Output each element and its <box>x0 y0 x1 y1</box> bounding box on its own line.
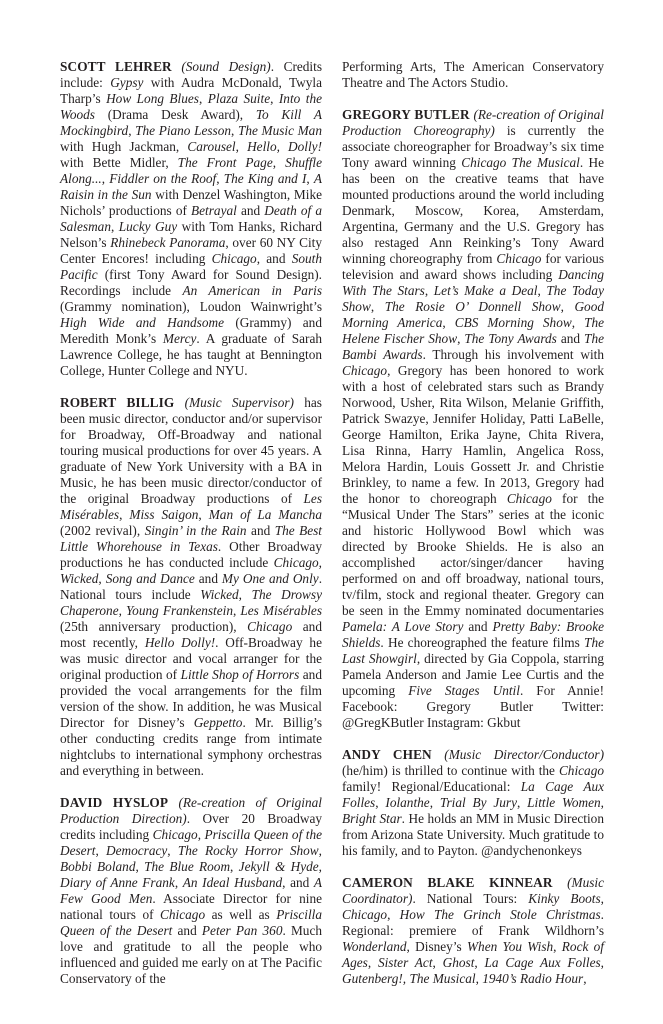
italic-title: (Music Coordinator) <box>342 875 604 906</box>
bio-text: , <box>318 555 322 570</box>
italic-title: (Music Supervisor) <box>184 395 294 410</box>
bio-text: , <box>600 955 604 970</box>
bio-paragraph <box>342 107 604 731</box>
bio-text: . Through his involvement with <box>422 347 604 362</box>
bio-text: , <box>370 299 385 314</box>
bio-text <box>174 395 184 410</box>
italic-title: To Kill A Mockingbird <box>60 107 322 138</box>
italic-title: The Drowsy Chaperone <box>60 587 322 618</box>
italic-title: Diary of Anne Frank <box>60 875 175 890</box>
bio-text: . He has been on the creative teams that have mounted productions around the world including Denmark, Moscow, Korea, Amsterdam, Argentina, Germany and the U.S. Gregory has also restaged Ann Reinking’s Tony Award winning choreography from <box>342 155 604 266</box>
italic-title: An Ideal Husband <box>182 875 283 890</box>
italic-title: Wicked <box>60 571 99 586</box>
italic-title: When You Wish <box>466 939 554 954</box>
bio-text: , and <box>282 875 314 890</box>
bio-text: . National tours include <box>60 571 323 602</box>
bio-text: , <box>118 603 126 618</box>
italic-title: Song and Dance <box>105 571 195 586</box>
bio-text: is currently the associate choreographer for Broadway’s six time Tony award winning <box>342 123 604 170</box>
bio-paragraph <box>60 59 322 379</box>
italic-title: The Music Man <box>237 123 322 138</box>
bio-text: and <box>463 619 493 634</box>
italic-title: The Today Show <box>342 283 604 314</box>
italic-title: High Wide and Handsome <box>60 315 224 330</box>
italic-title: Rhinebeck Panorama <box>110 235 226 250</box>
bio-text: for the “Musical Under The Stars” series at the iconic and historic Hollywood Bowl which was directed by Brooke Shields. He is also an accomplished actor/singer/dancer having performed on and off broadway, national tours, tv/film, stock and regional theater. Gregory can be seen in the Emmy nominated documentaries <box>342 491 604 618</box>
bio-text: , directed by Gia Coppola, starring Pamela Anderson and Jamie Lee Curtis and the upcoming <box>342 651 604 698</box>
italic-title: Bobbi Boland <box>60 859 136 874</box>
italic-title: Wicked <box>200 587 239 602</box>
bio-text: (Grammy) and Meredith Monk’s <box>60 315 322 346</box>
bio-text: , <box>560 299 575 314</box>
bio-text <box>432 747 445 762</box>
right-column <box>342 59 604 1003</box>
bio-text: and provided the vocal arrangements for the film version of the show. In addition, he was Musical Director for Disney’s <box>60 667 322 730</box>
italic-title: CBS Morning Show <box>454 315 572 330</box>
bio-text: , <box>306 171 314 186</box>
italic-title: Dancing With The Stars <box>342 267 604 298</box>
italic-title: Sister Act <box>377 955 433 970</box>
bio-text: , <box>231 123 238 138</box>
bio-text: (2002 revival), <box>60 523 145 538</box>
italic-title: Pamela: A Love Story <box>342 619 464 634</box>
bio-text: , <box>457 331 465 346</box>
italic-title: A Few Good Men <box>60 875 323 906</box>
bio-paragraph <box>342 59 604 91</box>
bio-text: , Disney’s <box>406 939 467 954</box>
bio-name: DAVID HYSLOP <box>60 795 169 810</box>
bio-text: with Tom Hanks, Richard Nelson’s <box>60 219 322 250</box>
bio-text: has been music director, conductor and/or supervisor for Broadway, Off-Broadway and national touring musical productions for over 45 years. A graduate of New York University with a BA in Music, he has been music director/conductor of the original Broadway productions of <box>60 395 322 506</box>
bio-text: , <box>553 939 562 954</box>
bio-text: , <box>432 955 443 970</box>
italic-title: 1940’s Radio Hour <box>482 971 584 986</box>
bio-text: (he/him) is thrilled to continue with the <box>342 763 559 778</box>
bio-text: , <box>600 795 604 810</box>
italic-title: The Bambi Awards <box>342 331 604 362</box>
bio-text: . Associate Director for nine national tours of <box>60 891 323 922</box>
italic-title: Shuffle Along... <box>60 155 322 186</box>
bio-text: , <box>230 859 239 874</box>
italic-title: Priscilla Queen of the Desert <box>60 907 322 938</box>
italic-title: The Rocky Horror Show <box>177 843 319 858</box>
bio-text: , <box>270 91 279 106</box>
left-column <box>60 59 322 1003</box>
bio-text: , <box>571 315 585 330</box>
bio-text: family! Regional/Educational: <box>342 779 521 794</box>
italic-title: (Sound Design) <box>181 59 271 74</box>
italic-title: Chicago <box>152 827 198 842</box>
italic-title: Kinky Boots <box>528 891 601 906</box>
bio-text: , <box>135 859 145 874</box>
bio-text: and most recently, <box>60 619 322 650</box>
italic-title: Man of La Mancha <box>208 507 322 522</box>
bio-text: and <box>194 571 222 586</box>
italic-title: Chicago <box>160 907 206 922</box>
italic-title: Singin’ in the Rain <box>144 523 247 538</box>
bio-text: , <box>475 971 483 986</box>
bio-text <box>168 795 178 810</box>
bio-text: (Grammy nomination), Loudon Wainwright’s <box>60 299 322 314</box>
bio-text: , <box>318 859 322 874</box>
bio-text: . National Tours: <box>412 891 529 906</box>
italic-title: Les Misérables <box>240 603 322 618</box>
italic-title: Chicago <box>342 363 388 378</box>
bio-paragraph <box>60 795 322 987</box>
bio-text: , <box>174 875 183 890</box>
italic-title: Into the Woods <box>60 91 322 122</box>
bio-text: . He choreographed the feature films <box>380 635 585 650</box>
bio-text: . He holds an MM in Music Direction from Arizona State University. Much gratitude to his family, and to Payton. @andychenonkeys <box>342 811 604 858</box>
bio-text: , <box>387 907 400 922</box>
italic-title: Five Stages Until <box>408 683 520 698</box>
italic-title: Peter Pan 360 <box>201 923 283 938</box>
italic-title: Rock of Ages <box>342 939 605 970</box>
bio-text: , <box>110 219 119 234</box>
italic-title: Chicago <box>496 251 542 266</box>
bio-text: with Denzel Washington, Mike Nichols’ productions of <box>60 187 322 218</box>
italic-title: Little Women <box>527 795 601 810</box>
italic-title: The Tony Awards <box>464 331 557 346</box>
bio-paragraph <box>60 395 322 779</box>
bio-text: , <box>198 507 209 522</box>
italic-title: Good Morning America <box>342 299 604 330</box>
italic-title: The Piano Lesson <box>135 123 232 138</box>
bio-text: , <box>367 955 378 970</box>
italic-title: Fiddler on the Roof <box>109 171 217 186</box>
italic-title: Hello, Dolly! <box>247 139 322 154</box>
italic-title: South Pacific <box>60 251 322 282</box>
bio-text <box>172 59 182 74</box>
bio-name: ROBERT BILLIG <box>60 395 175 410</box>
italic-title: (Music Director/Conductor) <box>444 747 604 762</box>
bio-text: , <box>235 139 248 154</box>
italic-title: Lucky Guy <box>118 219 178 234</box>
italic-title: Chicago The Musical <box>461 155 580 170</box>
italic-title: Gypsy <box>110 75 144 90</box>
italic-title: (Re-creation of Original Production Direction) <box>60 795 322 826</box>
italic-title: Miss Saigon <box>129 507 199 522</box>
bio-text: and <box>246 523 275 538</box>
italic-title: An American in Paris <box>182 283 322 298</box>
italic-title: Chicago <box>273 555 319 570</box>
bio-text: , <box>272 155 286 170</box>
italic-title: Hello Dolly! <box>144 635 216 650</box>
bio-text: (25th anniversary production), <box>60 619 248 634</box>
italic-title: Trial By Jury <box>439 795 517 810</box>
bio-text: (Drama Desk Award), <box>94 107 256 122</box>
bio-name: CAMERON BLAKE KINNEAR <box>342 875 553 890</box>
italic-title: Democracy <box>106 843 168 858</box>
bio-text: , <box>429 795 440 810</box>
bio-text: , <box>537 283 547 298</box>
bio-text: . Mr. Billig’s other conducting credits range from intimate nightclubs to international symphony orchestras and everything in between. <box>60 715 322 778</box>
italic-title: Chicago <box>506 491 552 506</box>
bio-text: as well as <box>205 907 277 922</box>
italic-title: Pretty Baby: Brooke Shields <box>342 619 604 650</box>
italic-title: How Long Blues <box>106 91 199 106</box>
italic-title: Jekyll & Hyde <box>238 859 319 874</box>
bio-text: and <box>172 923 202 938</box>
bio-text: , <box>442 315 455 330</box>
italic-title: Chicago <box>558 763 604 778</box>
bio-text: with Hugh Jackman, <box>60 139 188 154</box>
italic-title: Wonderland <box>342 939 407 954</box>
italic-title: The Last Showgirl <box>342 635 604 666</box>
bio-name: SCOTT LEHRER <box>60 59 172 74</box>
bio-text: and <box>236 203 265 218</box>
bio-text: , <box>583 971 587 986</box>
italic-title: Chicago <box>211 251 257 266</box>
bio-text: (first Tony Award for Sound Design). Recordings include <box>60 267 322 298</box>
italic-title: Little Shop of Horrors <box>180 667 300 682</box>
italic-title: La Cage Aux Folles <box>342 779 604 810</box>
italic-title: Let’s Make a Deal <box>433 283 538 298</box>
bio-text: , <box>424 283 434 298</box>
italic-title: Gutenberg!, The Musical <box>342 971 476 986</box>
bio-text: Performing Arts, The American Conservatory Theatre and The Actors Studio. <box>342 59 604 90</box>
bio-text: , <box>516 795 528 810</box>
italic-title: Betrayal <box>191 203 237 218</box>
italic-title: (Re-creation of Original Production Choreography) <box>342 107 604 138</box>
bio-text: with Audra McDonald, Twyla Tharp’s <box>60 75 323 106</box>
italic-title: The Rosie O’ Donnell Show <box>384 299 561 314</box>
italic-title: Mercy <box>162 331 197 346</box>
italic-title: Geppetto <box>193 715 243 730</box>
bio-text: . Much love and gratitude to all the people who influenced and guided me early on at The Pacific Conservatory of the <box>60 923 323 986</box>
italic-title: Les Misérables <box>60 491 322 522</box>
bio-text: , <box>238 587 252 602</box>
bio-text: , <box>600 891 604 906</box>
bio-text: with Bette Midler, <box>60 155 178 170</box>
bio-text: . A graduate of Sarah Lawrence College, he has taught at Bennington College, Hunter College and NYU. <box>60 331 322 378</box>
italic-title: Plaza Suite <box>207 91 271 106</box>
bio-text: . For Annie! Facebook: Gregory Butler Twitter: @GregKButler Instagram: Gkbut <box>342 683 604 730</box>
bio-text: . Off-Broadway he was music director and vocal arranger for the original production of <box>60 635 322 682</box>
bio-paragraph <box>342 747 604 859</box>
bio-text: , <box>197 827 205 842</box>
bio-name: ANDY CHEN <box>342 747 432 762</box>
bio-text <box>553 875 567 890</box>
bio-text: . Other Broadway productions he has conducted include <box>60 539 322 570</box>
italic-title: Young Frankenstein <box>126 603 233 618</box>
bio-text: , <box>101 171 110 186</box>
italic-title: My One and Only <box>221 571 319 586</box>
bio-text: , <box>375 795 386 810</box>
italic-title: How The Grinch Stole Christmas <box>399 907 601 922</box>
bio-text: , <box>128 123 136 138</box>
italic-title: Chicago <box>247 619 293 634</box>
bio-text: , <box>216 171 224 186</box>
italic-title: The Best Little Whorehouse in Texas <box>60 523 322 554</box>
bio-text: , <box>98 571 106 586</box>
bio-text: , over 60 NY City Center Encores! including <box>60 235 322 266</box>
italic-title: The Blue Room <box>144 859 231 874</box>
bio-text: , <box>95 843 106 858</box>
italic-title: Priscilla Queen of the Desert <box>60 827 322 858</box>
italic-title: Iolanthe <box>385 795 430 810</box>
bio-text: . Credits include: <box>60 59 322 90</box>
bio-text: , <box>318 843 322 858</box>
bio-text: , <box>198 91 208 106</box>
bio-text: , <box>167 843 178 858</box>
bio-text: . Regional: premiere of Frank Wildhorn’s <box>342 907 604 938</box>
italic-title: A Raisin in the Sun <box>60 171 322 202</box>
bio-text: , <box>232 603 241 618</box>
bio-paragraph <box>342 875 604 987</box>
italic-title: Bright Star <box>342 811 402 826</box>
italic-title: Ghost <box>442 955 475 970</box>
italic-title: Carousel <box>187 139 236 154</box>
italic-title: The Front Page <box>177 155 273 170</box>
bio-text: , Gregory has been honored to work with a host of celebrated stars such as Brandy Norwood, Usher, Rita Wilson, Melanie Griffith, Patrick Swazye, Jennifer Holiday, Patti LaBelle, George Hamilton, Erika Jayne, Chita Rivera, Lisa Rinna, Harry Hamlin, Angelica Ross, Melora Hardin, Louis Gossett Jr. and Christie Brinkley, to name a few. In 2013, Gregory had the honor to choreograph <box>342 363 604 506</box>
bio-text: and <box>556 331 585 346</box>
bio-text: for various television and award shows including <box>342 251 604 282</box>
bio-text: . Over 20 Broadway credits including <box>60 811 322 842</box>
bio-text: , <box>119 507 130 522</box>
italic-title: The King and I <box>223 171 307 186</box>
italic-title: La Cage Aux Folles <box>484 955 601 970</box>
bio-name: GREGORY BUTLER <box>342 107 470 122</box>
italic-title: Chicago <box>342 907 388 922</box>
italic-title: Death of a Salesman <box>60 203 322 234</box>
bio-text: , <box>474 955 485 970</box>
bio-text: , and <box>256 251 292 266</box>
italic-title: The Helene Fischer Show <box>342 315 605 346</box>
